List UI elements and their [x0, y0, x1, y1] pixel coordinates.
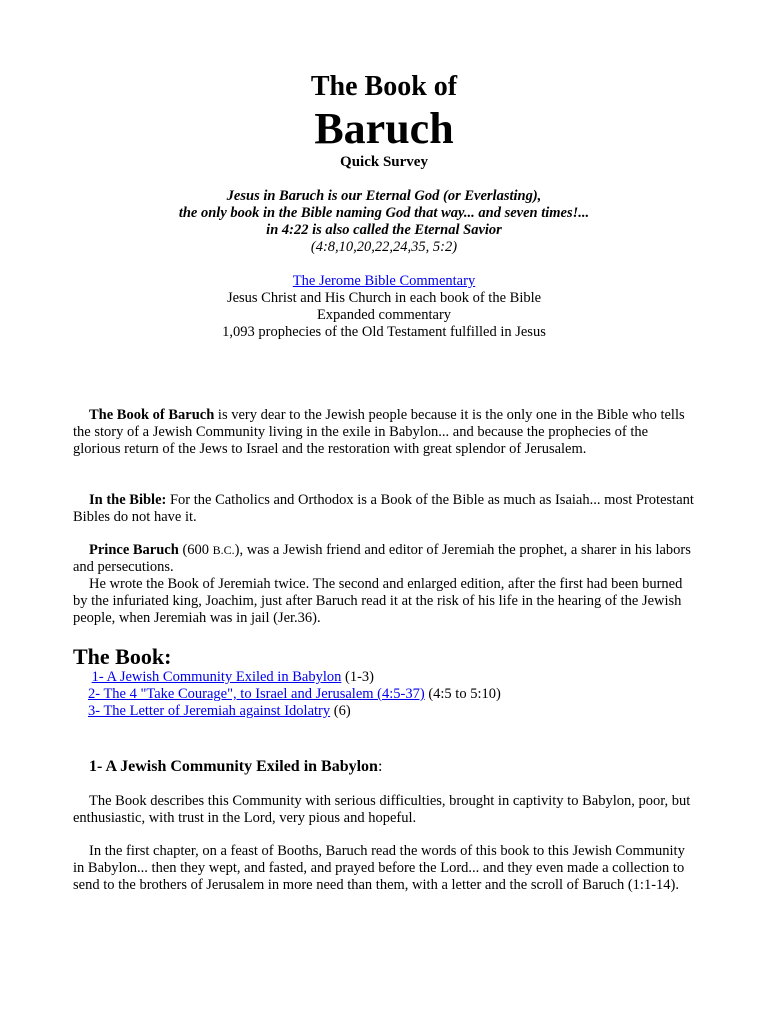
- refs-line-2: Jesus Christ and His Church in each book of the Bible: [226, 290, 542, 306]
- paragraph-text: The Book describes this Community with serious difficulties, brought in captivity to Babylon, poor, but enthusiastic, with trust in the Lord, very pious and hopeful.: [73, 793, 691, 826]
- paragraph-in-the-bible: [73, 492, 698, 526]
- jerome-commentary-link[interactable]: The Jerome Bible Commentary: [292, 273, 476, 289]
- intro-block: [0, 188, 768, 256]
- intro-line-4: (4:8,10,20,22,24,35, 5:2): [310, 239, 458, 255]
- references-block: [0, 273, 768, 341]
- refs-line-4: 1,093 prophecies of the Old Testament fulfilled in Jesus: [222, 324, 546, 340]
- paragraph-book-of-baruch: [73, 407, 698, 458]
- table-of-contents: [88, 669, 688, 720]
- toc-link-2[interactable]: 2- The 4 "Take Courage", to Israel and Jerusalem (4:5-37): [88, 686, 425, 702]
- the-book-heading: The Book:: [73, 644, 172, 669]
- paragraph-text: ), was a Jewish friend and editor of Jeremiah the prophet, a sharer in his labors and persecutions.: [73, 542, 691, 575]
- paragraph-lead: In the Bible:: [89, 492, 167, 508]
- toc-link-3[interactable]: 3- The Letter of Jeremiah against Idolatry: [88, 703, 331, 719]
- section-1-title: 1- A Jewish Community Exiled in Babylon: [89, 758, 378, 775]
- paragraph-lead: The Book of Baruch: [89, 407, 215, 423]
- toc-suffix: (6): [330, 703, 351, 719]
- section-1-colon: :: [377, 758, 383, 775]
- toc-item: [88, 686, 688, 703]
- toc-item: [88, 669, 688, 686]
- section-1-paragraph-1: [73, 793, 698, 827]
- paragraph-prince-baruch: [73, 542, 698, 627]
- title-line-1: The Book of: [310, 71, 458, 102]
- paragraph-text: (600: [178, 542, 213, 558]
- section-1-paragraph-2: [73, 843, 698, 894]
- toc-suffix: (1-3): [341, 669, 374, 685]
- intro-line-1: Jesus in Baruch is our Eternal God (or Everlasting),: [226, 188, 542, 204]
- paragraph-text-2: He wrote the Book of Jeremiah twice. The second and enlarged edition, after the first had been burned by the infuriated king, Joachim, just after Baruch read it at the risk of his life in the hearing of the Jewish people, when Jeremiah was in jail (Jer.36).: [73, 576, 683, 626]
- intro-line-2: the only book in the Bible naming God that way... and seven times!...: [178, 205, 590, 221]
- toc-item: [88, 703, 688, 720]
- title-line-2: Baruch: [314, 104, 454, 153]
- subtitle: Quick Survey: [340, 154, 428, 170]
- toc-link-1[interactable]: 1- A Jewish Community Exiled in Babylon: [91, 669, 342, 685]
- paragraph-text: In the first chapter, on a feast of Booths, Baruch read the words of this book to this Jewish Community in Babylon... then they wept, and fasted, and prayed before the Lord... and they even made a collection to send to the brothers of Jerusalem in more need than them, with a letter and the scroll of Baruch (1:1-14).: [73, 843, 685, 893]
- toc-suffix: (4:5 to 5:10): [424, 686, 501, 702]
- intro-line-3: in 4:22 is also called the Eternal Savior: [266, 222, 502, 238]
- bc-abbrev: B.C.: [212, 543, 235, 557]
- refs-line-3: Expanded commentary: [316, 307, 452, 323]
- paragraph-lead: Prince Baruch: [89, 542, 179, 558]
- paragraph-text: For the Catholics and Orthodox is a Book of the Bible as much as Isaiah... most Protestant Bibles do not have it.: [73, 492, 694, 525]
- paragraph-text: is very dear to the Jewish people because it is the only one in the Bible who tells the story of a Jewish Community living in the exile in Babylon... and because the prophecies of the glorious return of the Jews to Israel and the restoration with great splendor of Jerusalem.: [73, 407, 685, 457]
- section-1-heading: [89, 757, 382, 777]
